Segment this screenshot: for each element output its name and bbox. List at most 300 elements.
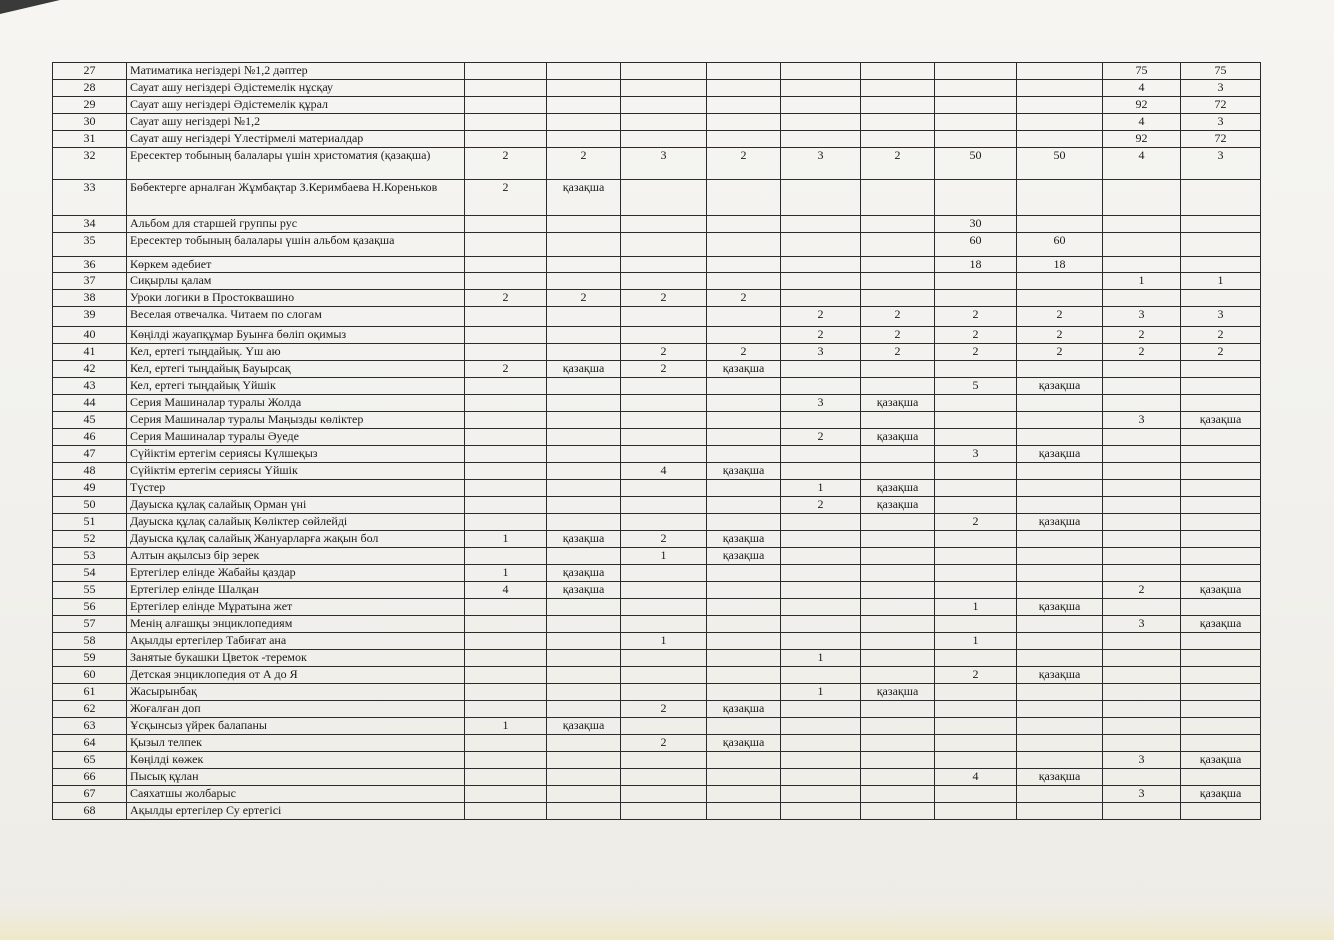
row-number: 56 [53, 599, 127, 616]
quantity-cell: қазақша [861, 429, 935, 446]
quantity-cell: 2 [707, 290, 781, 307]
quantity-cell: 2 [621, 531, 707, 548]
quantity-cell [547, 480, 621, 497]
book-title: Детская энциклопедия от А до Я [127, 667, 465, 684]
quantity-cell [707, 327, 781, 344]
row-number: 66 [53, 769, 127, 786]
quantity-cell [621, 497, 707, 514]
quantity-cell [621, 599, 707, 616]
table-row [53, 701, 1261, 718]
book-title: Көңілді жауапқұмар Буынға бөліп оқимыз [127, 327, 465, 344]
quantity-cell: 2 [935, 514, 1017, 531]
quantity-cell [1181, 233, 1261, 257]
quantity-cell [1181, 497, 1261, 514]
quantity-cell: 2 [1017, 344, 1103, 361]
quantity-cell [861, 701, 935, 718]
quantity-cell [707, 582, 781, 599]
quantity-cell [547, 548, 621, 565]
quantity-cell: 2 [781, 307, 861, 327]
quantity-cell [861, 769, 935, 786]
quantity-cell [1017, 412, 1103, 429]
quantity-cell [1017, 735, 1103, 752]
quantity-cell [707, 769, 781, 786]
quantity-cell [781, 786, 861, 803]
quantity-cell: 1 [781, 480, 861, 497]
table-row [53, 216, 1261, 233]
quantity-cell [861, 361, 935, 378]
quantity-cell: 18 [1017, 257, 1103, 273]
quantity-cell [861, 599, 935, 616]
table-row [53, 429, 1261, 446]
quantity-cell [621, 429, 707, 446]
quantity-cell [861, 446, 935, 463]
table-row [53, 616, 1261, 633]
quantity-cell [547, 114, 621, 131]
quantity-cell [1103, 565, 1181, 582]
row-number: 55 [53, 582, 127, 599]
quantity-cell: 2 [1103, 327, 1181, 344]
row-number: 54 [53, 565, 127, 582]
quantity-cell: 3 [781, 344, 861, 361]
quantity-cell [621, 114, 707, 131]
quantity-cell [935, 180, 1017, 216]
quantity-cell [465, 735, 547, 752]
quantity-cell [1181, 257, 1261, 273]
quantity-cell [547, 735, 621, 752]
quantity-cell [547, 429, 621, 446]
quantity-cell: 72 [1181, 97, 1261, 114]
quantity-cell [621, 718, 707, 735]
table-row [53, 667, 1261, 684]
quantity-cell [1181, 701, 1261, 718]
quantity-cell [781, 463, 861, 480]
book-title: Ересектер тобының балалары үшін христоматия (қазақша) [127, 148, 465, 180]
quantity-cell [861, 565, 935, 582]
quantity-cell [621, 131, 707, 148]
quantity-cell [547, 514, 621, 531]
quantity-cell [707, 497, 781, 514]
quantity-cell [621, 412, 707, 429]
quantity-cell [1017, 633, 1103, 650]
quantity-cell [935, 273, 1017, 290]
quantity-cell [861, 667, 935, 684]
row-number: 53 [53, 548, 127, 565]
table-row [53, 684, 1261, 701]
quantity-cell [1181, 531, 1261, 548]
quantity-cell [547, 769, 621, 786]
quantity-cell [1181, 395, 1261, 412]
quantity-cell [1017, 684, 1103, 701]
quantity-cell [547, 273, 621, 290]
quantity-cell [465, 131, 547, 148]
quantity-cell [465, 114, 547, 131]
table-row [53, 97, 1261, 114]
quantity-cell [621, 786, 707, 803]
quantity-cell [547, 599, 621, 616]
quantity-cell [861, 80, 935, 97]
quantity-cell [707, 216, 781, 233]
quantity-cell [1017, 650, 1103, 667]
quantity-cell [1181, 378, 1261, 395]
quantity-cell [1181, 803, 1261, 820]
quantity-cell [781, 752, 861, 769]
quantity-cell [707, 616, 781, 633]
quantity-cell [861, 257, 935, 273]
quantity-cell: қазақша [861, 480, 935, 497]
row-number: 67 [53, 786, 127, 803]
quantity-cell [621, 769, 707, 786]
quantity-cell [861, 735, 935, 752]
book-title: Жасырынбақ [127, 684, 465, 701]
quantity-cell [621, 667, 707, 684]
quantity-cell [1017, 290, 1103, 307]
book-title: Ересектер тобының балалары үшін альбом қазақша [127, 233, 465, 257]
quantity-cell: қазақша [707, 735, 781, 752]
quantity-cell [935, 412, 1017, 429]
table-row [53, 180, 1261, 216]
quantity-cell [861, 63, 935, 80]
quantity-cell: 2 [621, 735, 707, 752]
table-row [53, 131, 1261, 148]
table-row [53, 395, 1261, 412]
quantity-cell [1017, 582, 1103, 599]
book-title: Пысық құлан [127, 769, 465, 786]
book-title: Көркем әдебиет [127, 257, 465, 273]
book-title: Сауат ашу негіздері Әдістемелік құрал [127, 97, 465, 114]
quantity-cell [1181, 446, 1261, 463]
quantity-cell [781, 180, 861, 216]
quantity-cell [861, 514, 935, 531]
row-number: 64 [53, 735, 127, 752]
row-number: 32 [53, 148, 127, 180]
quantity-cell [1017, 463, 1103, 480]
table-row [53, 718, 1261, 735]
quantity-cell [465, 395, 547, 412]
quantity-cell: 2 [781, 429, 861, 446]
quantity-cell: 30 [935, 216, 1017, 233]
quantity-cell [1103, 257, 1181, 273]
row-number: 52 [53, 531, 127, 548]
book-title: Дауыска құлақ салайық Орман үні [127, 497, 465, 514]
quantity-cell [547, 803, 621, 820]
quantity-cell [465, 650, 547, 667]
quantity-cell [1017, 63, 1103, 80]
quantity-cell [1017, 429, 1103, 446]
table-body [53, 63, 1261, 820]
quantity-cell [781, 412, 861, 429]
quantity-cell [621, 233, 707, 257]
quantity-cell: қазақша [1181, 786, 1261, 803]
table-row [53, 463, 1261, 480]
book-title: Серия Машиналар туралы Әуеде [127, 429, 465, 446]
quantity-cell: қазақша [1181, 412, 1261, 429]
table-row [53, 233, 1261, 257]
quantity-cell [1103, 701, 1181, 718]
quantity-cell [465, 216, 547, 233]
quantity-cell [1103, 446, 1181, 463]
quantity-cell [707, 752, 781, 769]
quantity-cell [707, 131, 781, 148]
quantity-cell [547, 216, 621, 233]
row-number: 42 [53, 361, 127, 378]
quantity-cell: 1 [465, 718, 547, 735]
quantity-cell [707, 80, 781, 97]
quantity-cell [1103, 548, 1181, 565]
quantity-cell [935, 497, 1017, 514]
quantity-cell: 5 [935, 378, 1017, 395]
quantity-cell [935, 701, 1017, 718]
quantity-cell [1181, 718, 1261, 735]
row-number: 28 [53, 80, 127, 97]
quantity-cell [1103, 378, 1181, 395]
table-row [53, 290, 1261, 307]
quantity-cell [707, 257, 781, 273]
quantity-cell [861, 463, 935, 480]
quantity-cell [465, 786, 547, 803]
quantity-cell [465, 233, 547, 257]
quantity-cell [547, 344, 621, 361]
table-row [53, 769, 1261, 786]
row-number: 30 [53, 114, 127, 131]
quantity-cell: 3 [781, 395, 861, 412]
quantity-cell: 4 [465, 582, 547, 599]
quantity-cell: 50 [1017, 148, 1103, 180]
quantity-cell [781, 290, 861, 307]
quantity-cell: 2 [781, 327, 861, 344]
quantity-cell: қазақша [547, 361, 621, 378]
quantity-cell: 2 [465, 148, 547, 180]
quantity-cell [935, 531, 1017, 548]
quantity-cell [547, 786, 621, 803]
quantity-cell [1181, 684, 1261, 701]
row-number: 43 [53, 378, 127, 395]
quantity-cell: 3 [1103, 616, 1181, 633]
quantity-cell [781, 633, 861, 650]
quantity-cell [547, 395, 621, 412]
quantity-cell [861, 752, 935, 769]
quantity-cell: қазақша [1017, 378, 1103, 395]
quantity-cell [935, 80, 1017, 97]
quantity-cell [861, 180, 935, 216]
quantity-cell [547, 752, 621, 769]
book-title: Серия Машиналар туралы Маңызды көліктер [127, 412, 465, 429]
quantity-cell [861, 412, 935, 429]
row-number: 39 [53, 307, 127, 327]
quantity-cell: 3 [1181, 307, 1261, 327]
quantity-cell [1181, 633, 1261, 650]
quantity-cell [935, 735, 1017, 752]
book-title: Сауат ашу негіздері Үлестірмелі материалдар [127, 131, 465, 148]
quantity-cell [547, 63, 621, 80]
quantity-cell [707, 667, 781, 684]
quantity-cell: 2 [465, 361, 547, 378]
table-row [53, 497, 1261, 514]
quantity-cell: 2 [935, 327, 1017, 344]
quantity-cell [781, 446, 861, 463]
quantity-cell: 2 [465, 180, 547, 216]
book-title: Сауат ашу негіздері Әдістемелік нұсқау [127, 80, 465, 97]
quantity-cell [781, 616, 861, 633]
quantity-cell [1017, 395, 1103, 412]
row-number: 46 [53, 429, 127, 446]
quantity-cell: 4 [1103, 80, 1181, 97]
quantity-cell: 3 [1103, 412, 1181, 429]
quantity-cell: 4 [1103, 114, 1181, 131]
quantity-cell [547, 463, 621, 480]
quantity-cell: 2 [1181, 344, 1261, 361]
quantity-cell [465, 497, 547, 514]
quantity-cell: 2 [1017, 307, 1103, 327]
quantity-cell: 1 [935, 599, 1017, 616]
quantity-cell [781, 378, 861, 395]
quantity-cell [707, 395, 781, 412]
quantity-cell [1103, 650, 1181, 667]
quantity-cell [935, 684, 1017, 701]
quantity-cell [547, 378, 621, 395]
quantity-cell: қазақша [1017, 667, 1103, 684]
quantity-cell [465, 412, 547, 429]
quantity-cell [621, 327, 707, 344]
table-row [53, 650, 1261, 667]
table-row [53, 361, 1261, 378]
quantity-cell [547, 701, 621, 718]
quantity-cell [781, 531, 861, 548]
row-number: 27 [53, 63, 127, 80]
quantity-cell [861, 633, 935, 650]
table-row [53, 344, 1261, 361]
quantity-cell [1103, 290, 1181, 307]
quantity-cell [1103, 667, 1181, 684]
quantity-cell: 2 [707, 148, 781, 180]
quantity-cell: қазақша [707, 361, 781, 378]
quantity-cell [1181, 650, 1261, 667]
table-row [53, 63, 1261, 80]
table-row [53, 735, 1261, 752]
quantity-cell [1181, 667, 1261, 684]
quantity-cell [1181, 429, 1261, 446]
quantity-cell: қазақша [547, 565, 621, 582]
table-row [53, 786, 1261, 803]
quantity-cell: 2 [935, 307, 1017, 327]
quantity-cell [1181, 463, 1261, 480]
quantity-cell [621, 307, 707, 327]
quantity-cell [861, 233, 935, 257]
quantity-cell [621, 616, 707, 633]
quantity-cell [621, 257, 707, 273]
quantity-cell: қазақша [1017, 599, 1103, 616]
quantity-cell [1017, 718, 1103, 735]
quantity-cell [1103, 497, 1181, 514]
row-number: 40 [53, 327, 127, 344]
quantity-cell [547, 131, 621, 148]
quantity-cell: қазақша [1017, 769, 1103, 786]
quantity-cell [1103, 769, 1181, 786]
quantity-cell [935, 786, 1017, 803]
quantity-cell: 2 [861, 344, 935, 361]
quantity-cell [547, 616, 621, 633]
quantity-cell [465, 752, 547, 769]
quantity-cell [1103, 684, 1181, 701]
quantity-cell [621, 803, 707, 820]
quantity-cell: 2 [1181, 327, 1261, 344]
quantity-cell [861, 616, 935, 633]
quantity-cell: 3 [935, 446, 1017, 463]
quantity-cell: қазақша [547, 180, 621, 216]
quantity-cell [935, 463, 1017, 480]
quantity-cell: 2 [781, 497, 861, 514]
quantity-cell [465, 257, 547, 273]
quantity-cell [621, 216, 707, 233]
quantity-cell [707, 180, 781, 216]
quantity-cell [707, 684, 781, 701]
quantity-cell [1017, 273, 1103, 290]
quantity-cell [465, 463, 547, 480]
table-row [53, 514, 1261, 531]
table-row [53, 582, 1261, 599]
quantity-cell [861, 290, 935, 307]
row-number: 50 [53, 497, 127, 514]
quantity-cell [465, 327, 547, 344]
quantity-cell [861, 531, 935, 548]
quantity-cell [465, 616, 547, 633]
quantity-cell [861, 548, 935, 565]
quantity-cell: 2 [621, 361, 707, 378]
quantity-cell [707, 633, 781, 650]
quantity-cell [465, 344, 547, 361]
quantity-cell: 2 [465, 290, 547, 307]
quantity-cell [1017, 752, 1103, 769]
quantity-cell [1181, 216, 1261, 233]
quantity-cell [781, 361, 861, 378]
quantity-cell [781, 216, 861, 233]
quantity-cell [707, 786, 781, 803]
row-number: 44 [53, 395, 127, 412]
quantity-cell: 2 [621, 344, 707, 361]
row-number: 57 [53, 616, 127, 633]
quantity-cell [1181, 769, 1261, 786]
quantity-cell [621, 480, 707, 497]
row-number: 29 [53, 97, 127, 114]
quantity-cell [781, 582, 861, 599]
table-row [53, 599, 1261, 616]
quantity-cell [861, 273, 935, 290]
quantity-cell [707, 446, 781, 463]
quantity-cell: 2 [547, 148, 621, 180]
quantity-cell: 2 [935, 344, 1017, 361]
quantity-cell: 4 [1103, 148, 1181, 180]
quantity-cell [547, 650, 621, 667]
quantity-cell [935, 114, 1017, 131]
quantity-cell: қазақша [1181, 752, 1261, 769]
row-number: 60 [53, 667, 127, 684]
quantity-cell [547, 446, 621, 463]
quantity-cell [935, 565, 1017, 582]
quantity-cell [781, 114, 861, 131]
quantity-cell [707, 599, 781, 616]
quantity-cell: 3 [621, 148, 707, 180]
table-row [53, 378, 1261, 395]
quantity-cell: 1 [781, 684, 861, 701]
quantity-cell [1103, 633, 1181, 650]
quantity-cell [935, 63, 1017, 80]
quantity-cell [781, 273, 861, 290]
quantity-cell [861, 786, 935, 803]
quantity-cell [621, 684, 707, 701]
quantity-cell [935, 97, 1017, 114]
book-title: Ұсқынсыз үйрек балапаны [127, 718, 465, 735]
quantity-cell [861, 650, 935, 667]
book-title: Ақылды ертегілер Су ертегісі [127, 803, 465, 820]
